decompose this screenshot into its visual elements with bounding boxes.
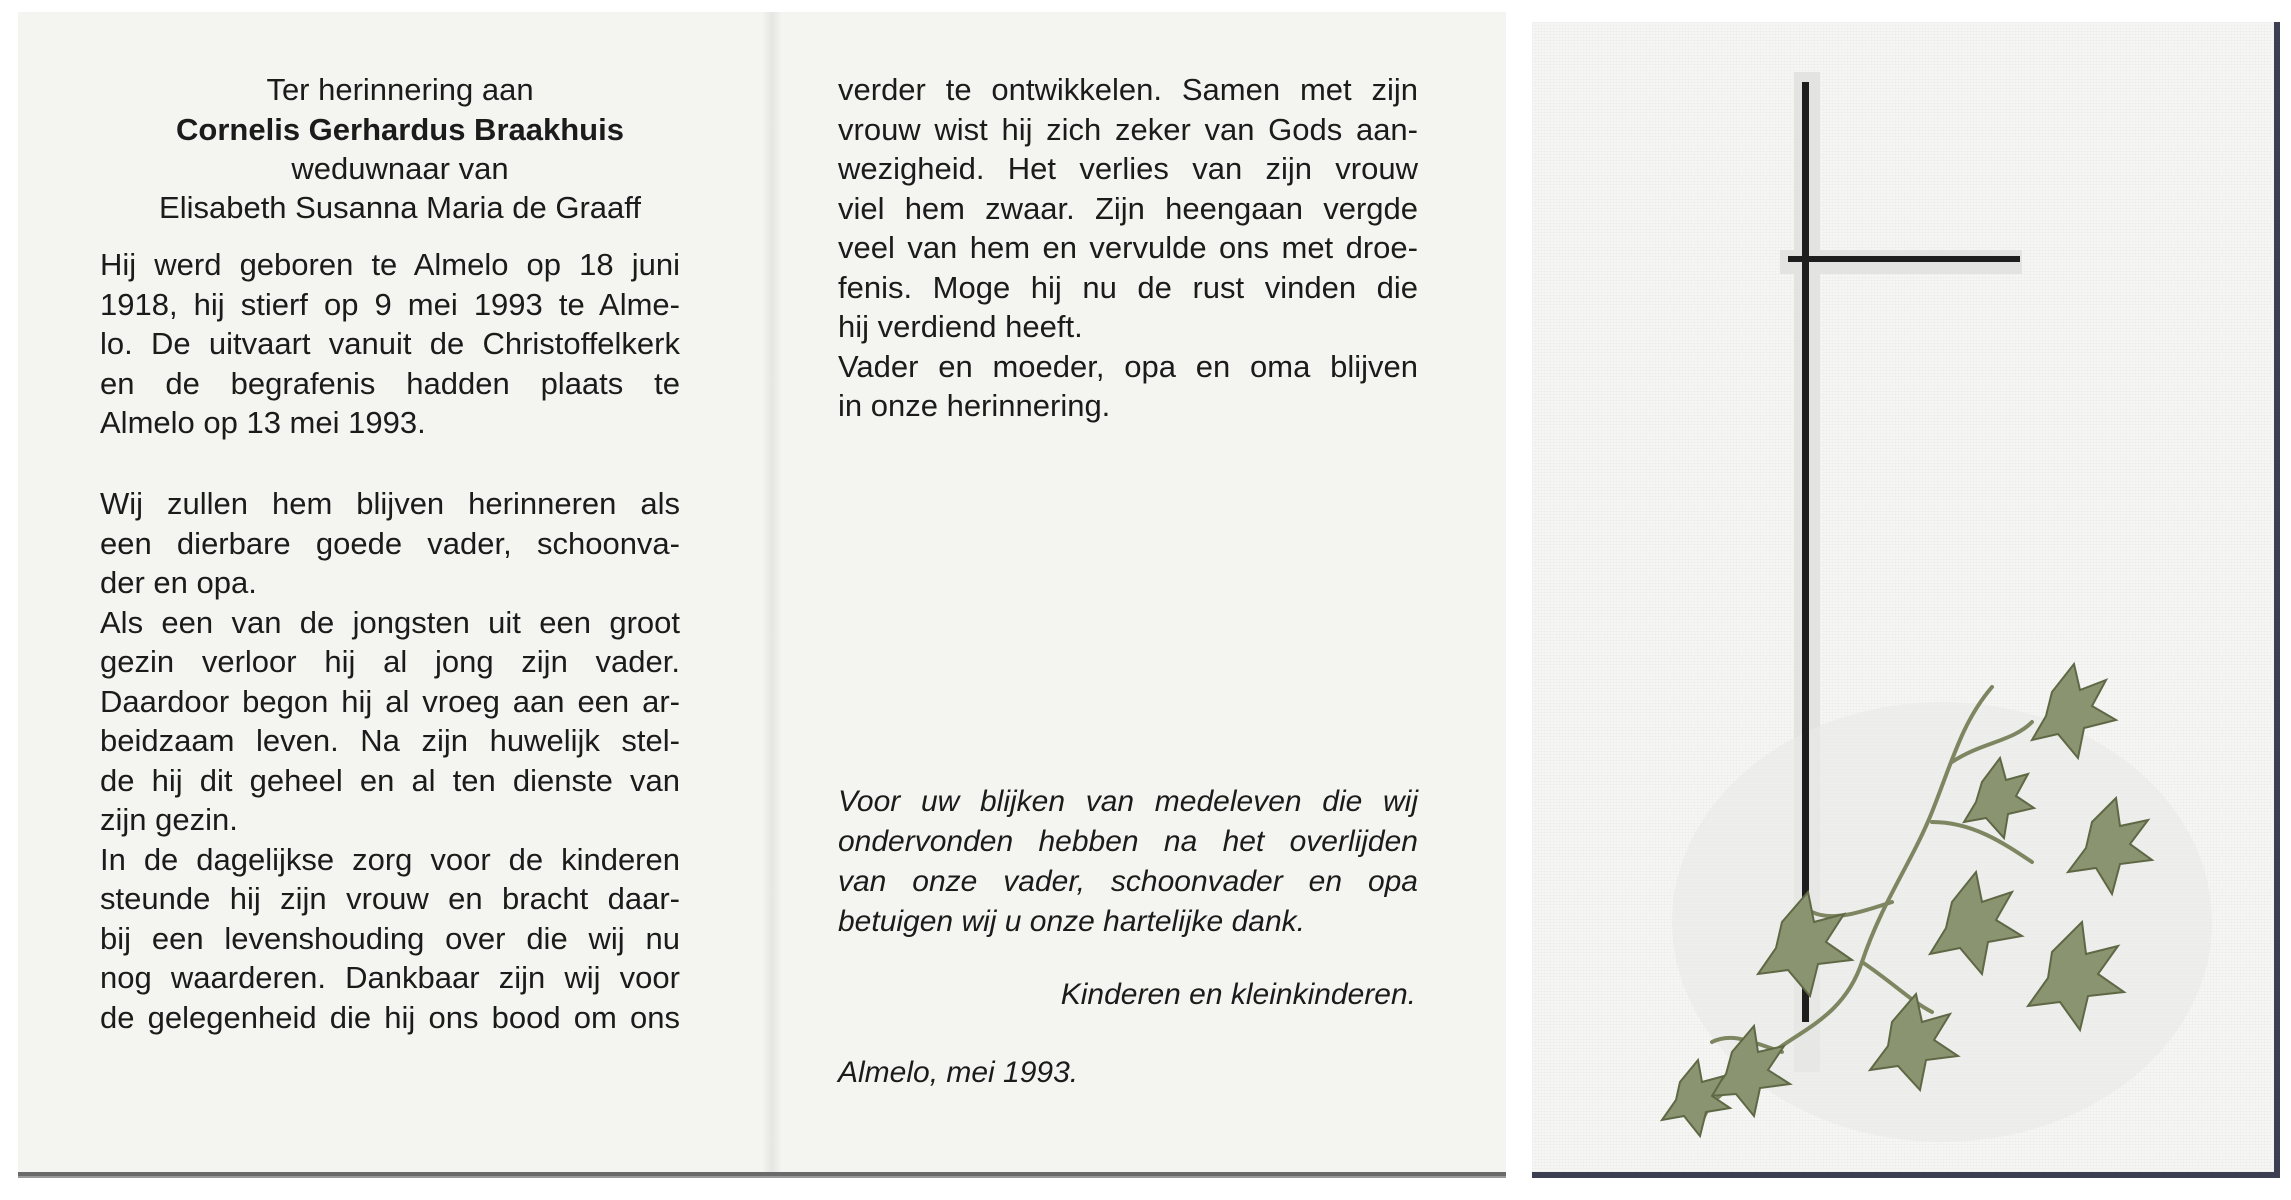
text-line: wezigheid. Het verlies van zijn vrouw: [838, 151, 1418, 186]
text-line: 1918, hij stierf op 9 mei 1993 te Alme-: [100, 286, 680, 322]
memorial-card-front: [1532, 22, 2280, 1178]
text-line: Hij werd geboren te Almelo op 18 juni: [100, 247, 680, 282]
memorial-card-inside: [18, 12, 1506, 1176]
text-line: ondervonden hebben na het overlijden: [838, 825, 1418, 858]
text-line: de gelegenheid die hij ons bood om ons: [100, 999, 680, 1035]
text-line: hij verdiend heeft.: [838, 309, 1083, 344]
remembrance-paragraph: [100, 484, 680, 1037]
spouse-name: Elisabeth Susanna Maria de Graaff: [159, 190, 641, 225]
continuation-paragraph: [838, 70, 1418, 426]
text-line: veel van hem en vervulde ons met droe-: [838, 230, 1418, 265]
text-line: de hij dit geheel en al ten dienste van: [100, 762, 680, 798]
cross-vertical: [1802, 82, 1809, 1022]
text-line: viel hem zwaar. Zijn heengaan vergde: [838, 190, 1418, 226]
text-line: betuigen wij u onze hartelijke dank.: [838, 905, 1305, 938]
text-line: fenis. Moge hij nu de rust vinden die: [838, 269, 1418, 305]
text-line: Daardoor begon hij al vroeg aan een ar-: [100, 683, 680, 719]
cross-with-ivy-illustration: [1532, 22, 2274, 1172]
text-line: van onze vader, schoonvader en opa: [838, 865, 1418, 898]
text-line: Voor uw blijken van medeleven die wij: [838, 785, 1418, 818]
deceased-name: Cornelis Gerhardus Braakhuis: [176, 112, 624, 147]
text-line: der en opa.: [100, 565, 257, 600]
text-line: Almelo op 13 mei 1993.: [100, 405, 426, 440]
thanks-paragraph: [838, 782, 1418, 942]
text-line: gezin verloor hij al jong zijn vader.: [100, 644, 680, 679]
text-line: bij een levenshouding over die wij nu: [100, 920, 680, 956]
text-line: In de dagelijkse zorg voor de kinderen: [100, 841, 680, 877]
right-page: [838, 12, 1438, 1172]
text-line: lo. De uitvaart vanuit de Christoffelkerk: [100, 326, 680, 361]
text-line: steunde hij zijn vrouw en bracht daar-: [100, 881, 680, 916]
left-page: [100, 12, 700, 1172]
biography-paragraph: [100, 245, 680, 443]
text-line: vrouw wist hij zich zeker van Gods aan-: [838, 111, 1418, 147]
signature: Kinderen en kleinkinderen.: [1060, 978, 1416, 1011]
text-line: Vader en moeder, opa en oma blijven: [838, 348, 1418, 384]
text-line: Wij zullen hem blijven herinneren als: [100, 486, 680, 521]
cross-horizontal: [1788, 256, 2020, 262]
text-line: nog waarderen. Dankbaar zijn wij voor: [100, 960, 680, 995]
text-line: een dierbare goede vader, schoonva-: [100, 525, 680, 561]
card-fold: [762, 12, 782, 1172]
text-line: beidzaam leven. Na zijn huwelijk stel-: [100, 723, 680, 758]
text-line: en de begrafenis hadden plaats te: [100, 365, 680, 401]
relation-line: weduwnaar van: [291, 151, 509, 186]
text-line: verder te ontwikkelen. Samen met zijn: [838, 72, 1418, 107]
text-line: in onze herinnering.: [838, 388, 1111, 423]
intro-line: Ter herinnering aan: [266, 72, 534, 107]
text-line: Als een van de jongsten uit een groot: [100, 604, 680, 640]
place-date: Almelo, mei 1993.: [838, 1056, 1079, 1089]
text-line: zijn gezin.: [100, 802, 238, 837]
